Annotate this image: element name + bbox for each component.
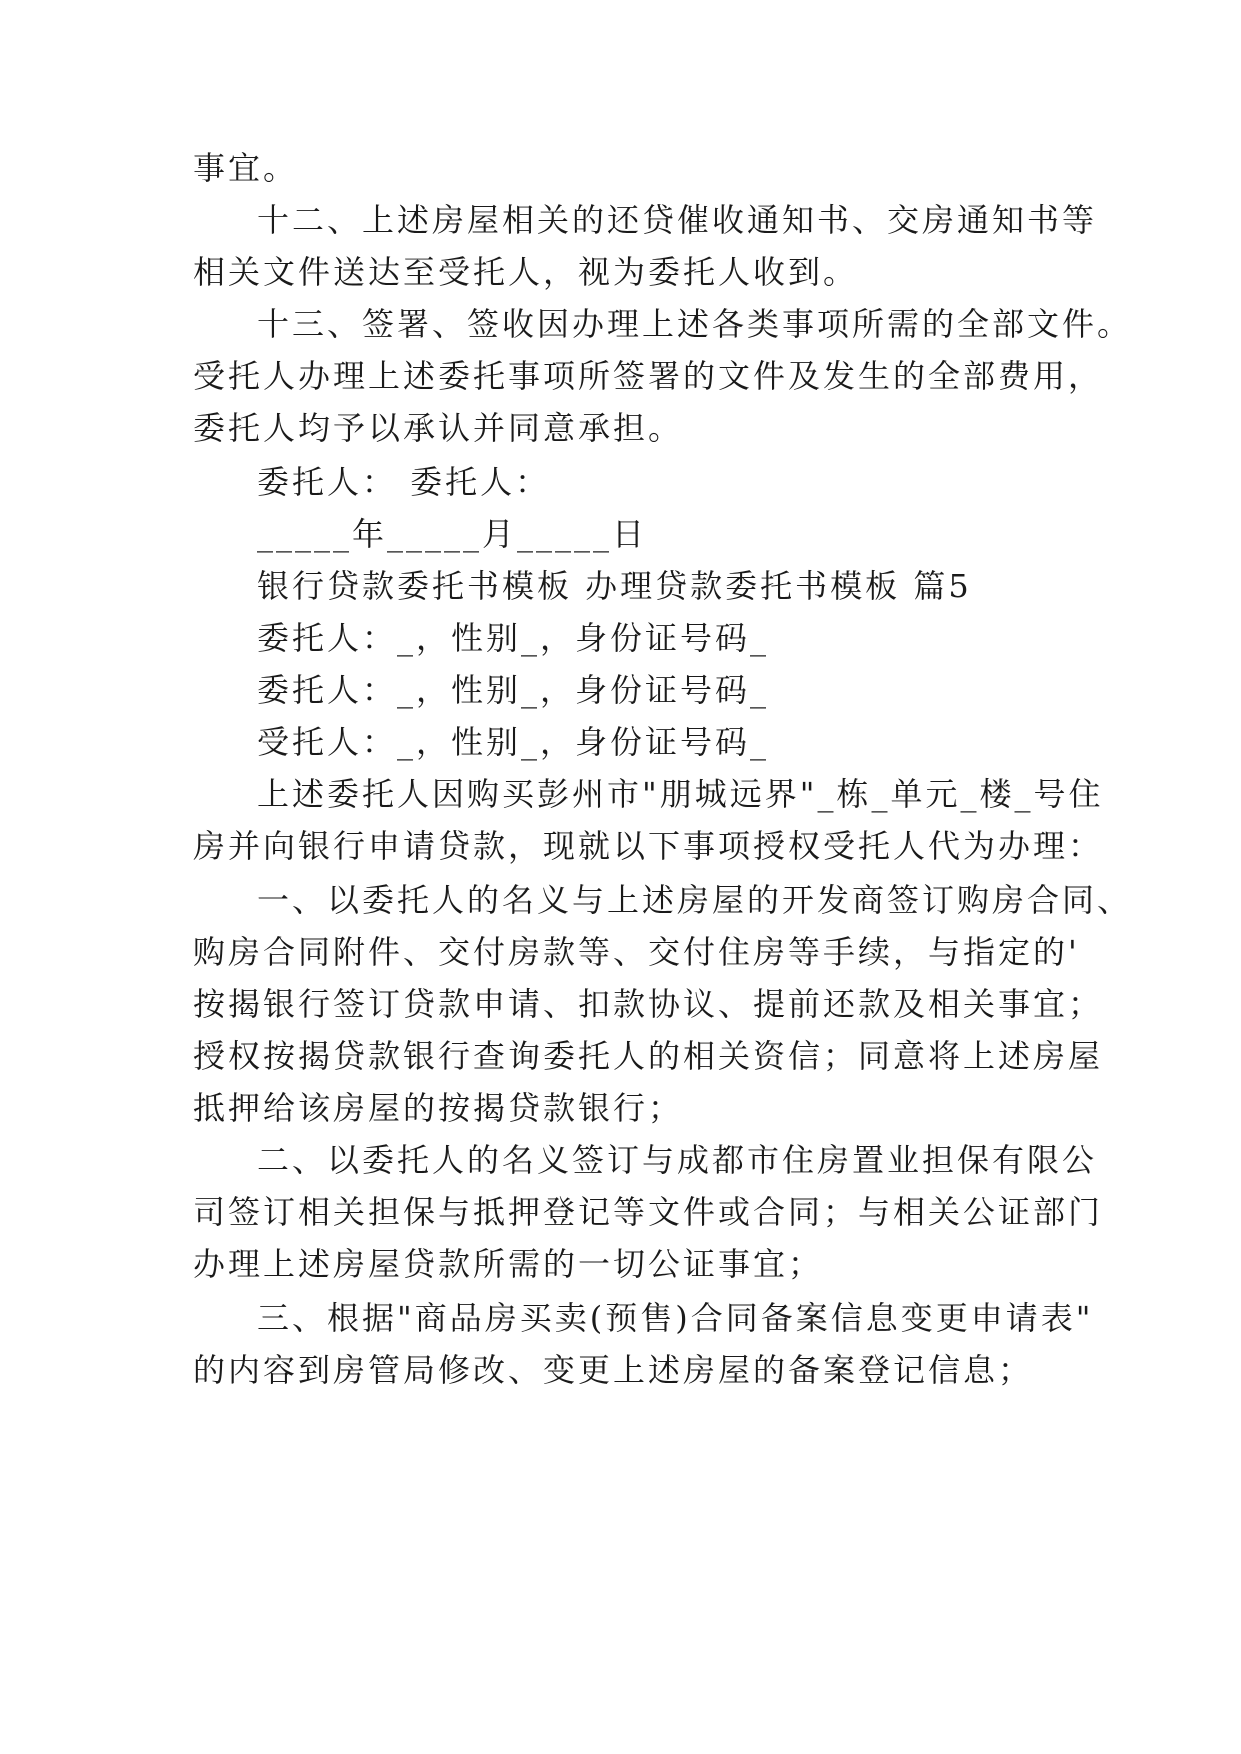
item-2-line-2: 司签订相关担保与抵押登记等文件或合同；与相关公证部门 xyxy=(193,1193,1104,1231)
item-2-line-1: 二、以委托人的名义签订与成都市住房置业担保有限公 xyxy=(257,1141,1098,1179)
item-1-line-3: 按揭银行签订贷款申请、扣款协议、提前还款及相关事宜； xyxy=(193,985,1104,1023)
clause-12-line-1: 十二、上述房屋相关的还贷催收通知书、交房通知书等 xyxy=(257,201,1098,239)
text-line: 事宜。 xyxy=(193,149,299,187)
clause-13-line-2: 受托人办理上述委托事项所签署的文件及发生的全部费用， xyxy=(193,357,1104,395)
agent-info: 受托人：_，性别_，身份证号码_ xyxy=(257,723,770,761)
intro-line-1: 上述委托人因购买彭州市"朋城远界"_栋_单元_楼_号住 xyxy=(257,775,1104,813)
principal-2-info: 委托人：_，性别_，身份证号码_ xyxy=(257,671,770,709)
signature-principals: 委托人： 委托人： xyxy=(257,463,551,501)
item-2-line-3: 办理上述房屋贷款所需的一切公证事宜； xyxy=(193,1245,824,1283)
item-1-line-4: 授权按揭贷款银行查询委托人的相关资信；同意将上述房屋 xyxy=(193,1037,1104,1075)
item-3-line-1: 三、根据"商品房买卖(预售)合同备案信息变更申请表" xyxy=(257,1299,1094,1337)
clause-13-line-1: 十三、签署、签收因办理上述各类事项所需的全部文件。 xyxy=(257,305,1133,343)
intro-line-2: 房并向银行申请贷款，现就以下事项授权受托人代为办理： xyxy=(193,827,1104,865)
signature-date: _____年_____月_____日 xyxy=(257,515,648,553)
section-heading: 银行贷款委托书模板 办理贷款委托书模板 篇5 xyxy=(257,567,972,605)
clause-13-line-3: 委托人均予以承认并同意承担。 xyxy=(193,409,684,447)
principal-1-info: 委托人：_，性别_，身份证号码_ xyxy=(257,619,770,657)
clause-12-line-2: 相关文件送达至受托人，视为委托人收到。 xyxy=(193,253,859,291)
item-1-line-5: 抵押给该房屋的按揭贷款银行； xyxy=(193,1089,684,1127)
item-1-line-1: 一、以委托人的名义与上述房屋的开发商签订购房合同、 xyxy=(257,881,1133,919)
item-1-line-2: 购房合同附件、交付房款等、交付住房等手续，与指定的' xyxy=(193,933,1080,971)
item-3-line-2: 的内容到房管局修改、变更上述房屋的备案登记信息； xyxy=(193,1351,1034,1389)
